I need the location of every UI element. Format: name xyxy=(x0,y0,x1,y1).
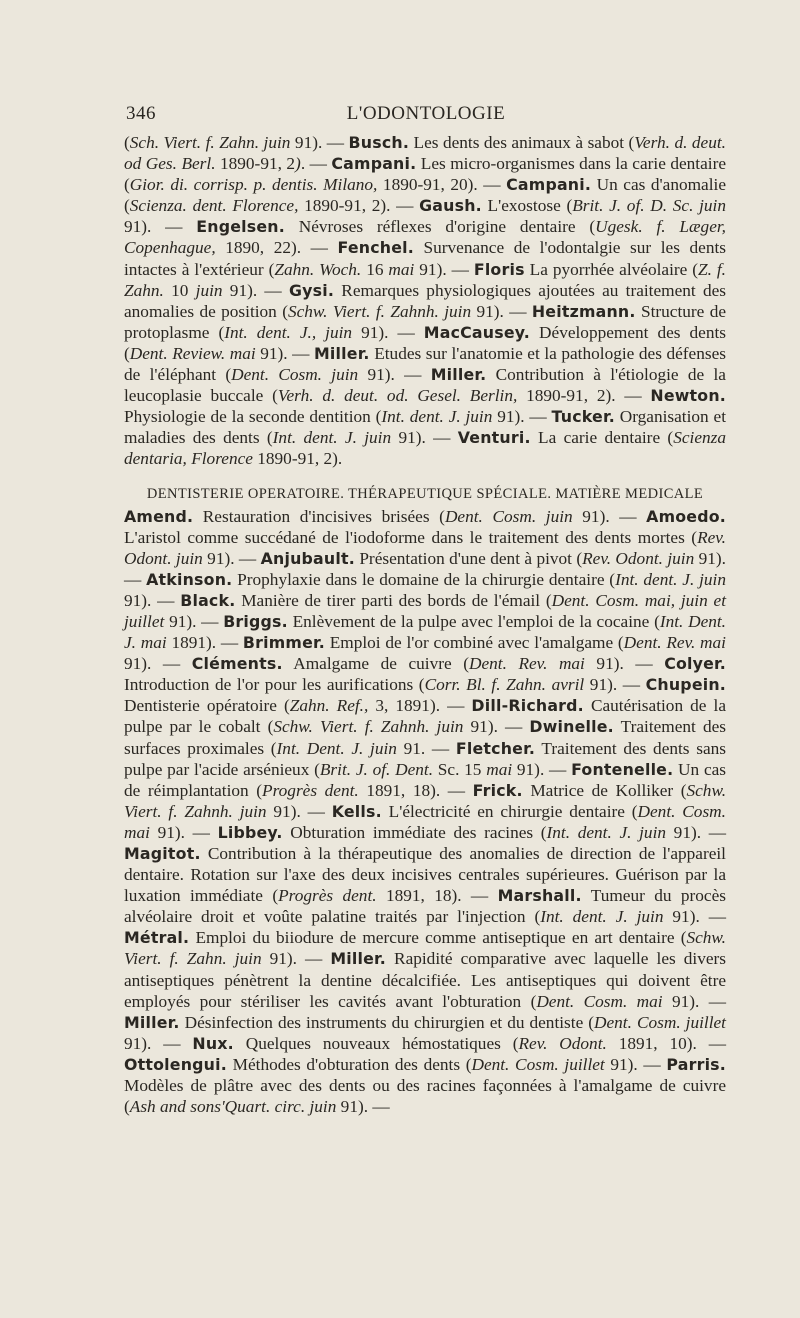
journal-reference: Int. dent. J. juin xyxy=(272,428,392,448)
entry-text: Développement des dents ( xyxy=(124,322,727,363)
author-name: Amoedo. xyxy=(646,506,726,526)
entry-text: Prophylaxie dans le domaine de la chirurgie dentaire ( xyxy=(232,569,616,589)
entry-text: 91). — xyxy=(572,506,647,526)
entry-text: 1891). — xyxy=(166,633,243,653)
journal-reference: Rev. Odont. xyxy=(518,1033,607,1053)
author-name: Atkinson. xyxy=(146,569,233,589)
journal-reference: Verh. d. deut. od Ges. Berl. xyxy=(124,133,726,174)
entry-text: 16 xyxy=(361,259,389,279)
entry-text: 91). — xyxy=(124,217,197,237)
author-name: Campani. xyxy=(331,154,417,174)
author-name: Gaush. xyxy=(419,196,482,216)
entry-text: 91). — xyxy=(202,548,261,568)
author-name: Campani. xyxy=(506,175,592,195)
entry-text: Dentisterie opératoire ( xyxy=(124,696,290,716)
journal-reference: Dent. Cosm. juin xyxy=(231,365,359,385)
entry-text: 1891, 10). — xyxy=(606,1033,726,1053)
author-name: MacCausey. xyxy=(423,322,531,342)
entry-text: 91). — xyxy=(584,654,665,674)
entry-text: 91). — xyxy=(358,365,431,385)
entry-text: Matrice de Kolliker ( xyxy=(522,780,687,800)
entry-text: Traitement des surfaces proximales ( xyxy=(124,717,726,758)
author-name: Métral. xyxy=(124,928,190,948)
author-name: Miller. xyxy=(314,343,370,363)
entry-text: Un cas de réimplantation ( xyxy=(124,759,727,800)
entry-text: 91). — xyxy=(662,991,726,1011)
entry-text: 91). — xyxy=(663,907,726,927)
journal-reference: Brit. J. of. D. Sc. juin xyxy=(572,196,726,216)
entry-text: Structure de protoplasme ( xyxy=(124,301,727,342)
entry-text: 91). — xyxy=(261,949,331,969)
journal-reference: Dent. Cosm. mai xyxy=(536,991,663,1011)
entry-text: Cautérisation de la pulpe par le cobalt ( xyxy=(124,696,726,737)
entry-text: Rapidité comparative avec laquelle les divers antiseptiques pénètrent la dentine décalcifiée. Les antiseptiques qui doivent être employés pour stériliser les cavités avant l'obturation ( xyxy=(124,949,726,1011)
author-name: Dill-Richard. xyxy=(471,696,584,716)
entry-text: Désinfection des instruments du chirurgien et du dentiste ( xyxy=(179,1012,595,1032)
author-name: Colyer. xyxy=(664,654,726,674)
author-name: Kells. xyxy=(331,801,382,821)
journal-reference: Progrès dent. xyxy=(278,886,377,906)
entry-text: Introduction de l'or pour les aurifications ( xyxy=(124,675,425,695)
author-name: Busch. xyxy=(348,133,410,152)
entry-text: Restauration d'incisives brisées ( xyxy=(193,506,445,526)
bibliography-paragraph-2 xyxy=(124,506,726,1118)
author-name: Frick. xyxy=(472,780,523,800)
entry-text: 91). — xyxy=(124,590,181,610)
entry-text: Contribution à l'étiologie de la leucoplasie buccale ( xyxy=(124,365,726,406)
author-name: Engelsen. xyxy=(196,217,285,237)
entry-text: Traitement des dents sans pulpe par l'acide arsénieux ( xyxy=(124,738,726,779)
author-name: Fletcher. xyxy=(455,738,536,758)
entry-text: 91). — xyxy=(604,1054,667,1074)
entry-text: Les micro-organismes dans la carie dentaire ( xyxy=(124,154,726,195)
entry-text: Emploi du biiodure de mercure comme antiseptique en art dentaire ( xyxy=(189,928,687,948)
journal-reference: Dent. Rev. mai xyxy=(623,633,726,653)
entry-text: 1890-91, 2). xyxy=(252,449,343,469)
entry-text: Obturation immédiate des racines ( xyxy=(282,822,547,842)
entry-text: La carie dentaire ( xyxy=(530,428,674,448)
page-header xyxy=(126,103,726,129)
entry-text: . — xyxy=(300,154,332,174)
entry-text: 91). — xyxy=(352,322,424,342)
entry-text: L'exostose ( xyxy=(481,196,573,216)
author-name: Fontenelle. xyxy=(571,759,674,779)
journal-reference: Dent. Review. mai xyxy=(129,343,256,363)
entry-text: Un cas d'anomalie ( xyxy=(124,175,726,216)
entry-text: ( xyxy=(124,133,130,152)
journal-reference: Int. Dent. J. juin xyxy=(276,738,397,758)
entry-text: 1890-91, 20). — xyxy=(377,175,507,195)
author-name: Briggs. xyxy=(223,611,288,631)
author-name: Brimmer. xyxy=(242,633,325,653)
author-name: Miller. xyxy=(430,365,487,385)
journal-reference: Int. Dent. J. mai xyxy=(124,611,726,653)
entry-text: Méthodes d'obturation des dents ( xyxy=(226,1054,472,1074)
journal-reference: Int. dent. J., juin xyxy=(224,322,353,342)
entry-text: 1890, 22). — xyxy=(215,238,338,258)
entry-text: Remarques physiologiques ajoutées au traitement des anomalies de position ( xyxy=(124,280,726,321)
entry-text: 3, 1891). — xyxy=(368,696,472,716)
journal-reference: Schw. Viert. f. Zahnh. juin xyxy=(287,301,472,321)
entry-text: 91). — xyxy=(255,343,315,363)
journal-reference: Verh. d. deut. od. Gesel. Berlin, xyxy=(277,386,518,406)
journal-reference: Rev. Odont. juin xyxy=(582,548,695,568)
entry-text: Amalgame de cuivre ( xyxy=(282,654,469,674)
author-name: Miller. xyxy=(330,949,386,969)
entry-text: Quelques nouveaux hémostatiques ( xyxy=(233,1033,519,1053)
author-name: Newton. xyxy=(650,386,726,406)
entry-text: 1890-91, 2). — xyxy=(298,196,420,216)
entry-text: 91). — xyxy=(512,759,572,779)
entry-text: Etudes sur l'anatomie et la pathologie des défenses de l'éléphant ( xyxy=(124,343,726,385)
author-name: Gysi. xyxy=(288,280,335,300)
entry-text: 10 xyxy=(163,280,196,300)
entry-text: 91). — xyxy=(391,428,458,448)
journal-reference: Ash and sons'Quart. circ. juin xyxy=(129,1097,337,1117)
author-name: Parris. xyxy=(666,1054,726,1074)
author-name: Black. xyxy=(180,590,236,610)
author-name: Tucker. xyxy=(551,407,615,427)
author-name: Chupein. xyxy=(645,675,726,695)
entry-text: 91). — xyxy=(414,259,474,279)
entry-text: 91). — xyxy=(164,611,224,631)
journal-reference: Dent. Cosm. juillet xyxy=(471,1054,605,1074)
journal-reference: Zahn. Ref., xyxy=(289,696,369,716)
author-name: Miller. xyxy=(124,1012,180,1032)
journal-reference: Dent. Cosm. juin xyxy=(444,506,573,526)
text-column xyxy=(124,132,726,1117)
journal-reference: Ugesk. f. Læger, Copenhague, xyxy=(124,217,726,258)
journal-reference: ) xyxy=(295,154,301,174)
entry-text: 1891, 18). — xyxy=(376,886,498,906)
author-name: Venturi. xyxy=(457,428,531,448)
entry-text: 91. — xyxy=(396,738,456,758)
journal-reference: Zahn. Woch. xyxy=(274,259,362,279)
entry-text: Modèles de plâtre avec des dents ou des racines façonnées à l'amalgame de cuivre ( xyxy=(124,1076,726,1117)
entry-text: 1890-91, 2). — xyxy=(517,386,651,406)
author-name: Libbey. xyxy=(217,822,283,842)
author-name: Nux. xyxy=(192,1033,234,1053)
journal-reference: Schw. Viert. f. Zahnh. juin xyxy=(273,717,464,737)
journal-reference: Rev. Odont. juin xyxy=(124,527,726,568)
journal-reference: Dent. Rev. mai xyxy=(468,654,585,674)
journal-reference: Brit. J. of. Dent. xyxy=(319,759,434,779)
journal-reference: Sch. Viert. f. Zahn. juin xyxy=(129,133,291,152)
author-name: Amend. xyxy=(124,506,194,526)
author-name: Heitzmann. xyxy=(531,301,636,321)
entry-text: L'électricité en chirurgie dentaire ( xyxy=(381,801,638,821)
entry-text: Présentation d'une dent à pivot ( xyxy=(354,548,583,568)
page-number: 346 xyxy=(126,103,156,124)
journal-reference: juin xyxy=(195,280,223,300)
section-heading: DENTISTERIE OPERATOIRE. THÉRAPEUTIQUE SPÉCIALE. MATIÈRE MEDICALE xyxy=(146,485,704,502)
journal-reference: Progrès dent. xyxy=(262,780,359,800)
journal-reference: Scienza. dent. Florence, xyxy=(129,196,299,216)
entry-text: 1890-91, 2 xyxy=(215,154,296,174)
journal-reference: Schw. Viert. f. Zahn. juin xyxy=(124,928,726,969)
entry-text: 91). — xyxy=(124,654,192,674)
journal-reference: mai xyxy=(388,259,415,279)
entry-text: 91). — xyxy=(290,133,349,152)
author-name: Fenchel. xyxy=(337,238,414,258)
journal-reference: Int. dent. J. juin xyxy=(381,407,493,427)
journal-reference: Int. dent. J. juin xyxy=(615,569,726,589)
bibliography-paragraph-1 xyxy=(124,132,726,470)
entry-text: 91). — xyxy=(222,280,289,300)
entry-text: Physiologie de la seconde dentition ( xyxy=(124,407,382,427)
entry-text: Névroses réflexes d'origine dentaire ( xyxy=(284,217,596,237)
running-title: L'ODONTOLOGIE xyxy=(346,103,506,124)
author-name: Dwinelle. xyxy=(529,717,614,737)
entry-text: Emploi de l'or combiné avec l'amalgame ( xyxy=(324,633,624,653)
entry-text: Survenance de l'odontalgie sur les dents intactes à l'extérieur ( xyxy=(124,238,726,279)
entry-text: 1891, 18). — xyxy=(358,780,473,800)
entry-text: 91). — xyxy=(471,301,532,321)
entry-text: L'aristol comme succédané de l'iodoforme dans le traitement des dents mortes ( xyxy=(124,527,698,547)
entry-text: Manière de tirer parti des bords de l'émail ( xyxy=(235,590,552,610)
entry-text: La pyorrhée alvéolaire ( xyxy=(524,259,698,279)
entry-text: Enlèvement de la pulpe avec l'emploi de la cocaine ( xyxy=(287,611,660,631)
entry-text: 91). — xyxy=(124,548,726,589)
author-name: Cléments. xyxy=(191,654,283,674)
entry-text: 91). — xyxy=(584,675,646,695)
entry-text: 91). — xyxy=(124,1033,193,1053)
entry-text: 91). — xyxy=(336,1097,390,1117)
entry-text: 91). — xyxy=(666,822,726,842)
author-name: Ottolengui. xyxy=(124,1054,227,1074)
entry-text: 91). — xyxy=(149,822,218,842)
journal-reference: Dent. Cosm. mai, juin et juillet xyxy=(124,590,726,631)
entry-text: Sc. 15 xyxy=(433,759,487,779)
journal-reference: Int. dent. J. juin xyxy=(540,907,664,927)
entry-text: Organisation et maladies des dents ( xyxy=(124,407,726,448)
entry-text: 91). — xyxy=(266,801,332,821)
entry-text: Les dents des animaux à sabot ( xyxy=(409,133,635,152)
journal-reference: Schw. Viert. f. Zahnh. juin xyxy=(124,780,727,821)
author-name: Magitot. xyxy=(124,844,201,863)
entry-text: 91). — xyxy=(463,717,530,737)
journal-reference: Scienza dentaria, Florence xyxy=(124,428,726,469)
journal-reference: Dent. Cosm. mai xyxy=(124,801,726,842)
journal-reference: mai xyxy=(486,759,513,779)
journal-reference: Int. dent. J. juin xyxy=(546,822,667,842)
journal-reference: Corr. Bl. f. Zahn. avril xyxy=(424,675,585,695)
entry-text: Tumeur du procès alvéolaire droit et voûte palatine traités par l'injection ( xyxy=(124,886,726,927)
entry-text: Contribution à la thérapeutique des anomalies de direction de l'appareil dentaire. Rotation sur l'axe des deux incisives centrales supérieures. Guérison par la luxation immédiate ( xyxy=(124,844,726,906)
entry-text: 91). — xyxy=(492,407,552,427)
author-name: Floris xyxy=(473,259,525,279)
author-name: Anjubault. xyxy=(260,548,355,568)
journal-reference: Dent. Cosm. juillet xyxy=(594,1012,726,1032)
author-name: Marshall. xyxy=(497,886,582,906)
journal-reference: Z. f. Zahn. xyxy=(124,259,726,300)
journal-reference: Gior. di. corrisp. p. dentis. Milano, xyxy=(129,175,378,195)
